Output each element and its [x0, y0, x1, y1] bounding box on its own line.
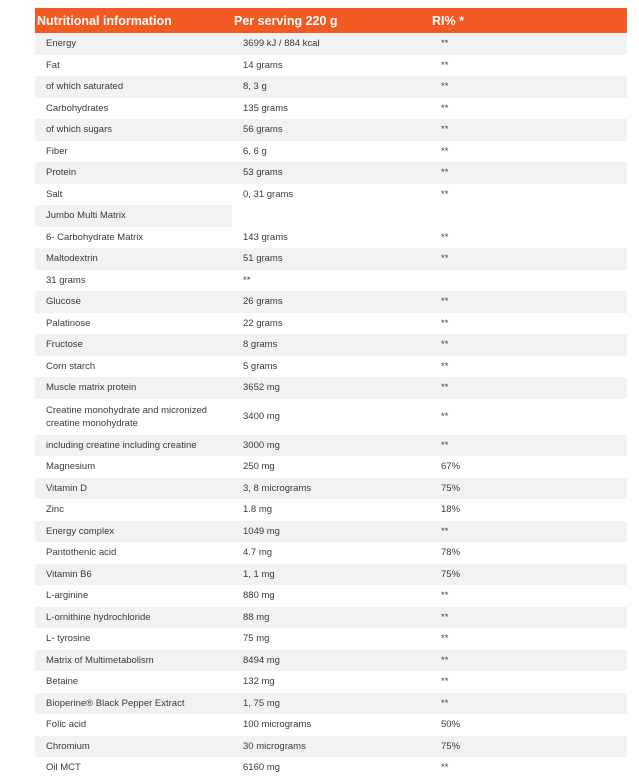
per-serving-cell: 880 mg	[232, 585, 430, 607]
ri-percent-cell: 75%	[430, 564, 627, 586]
per-serving-cell: 3652 mg	[232, 377, 430, 399]
ri-percent-cell: **	[430, 119, 627, 141]
table-row	[35, 585, 627, 607]
table-row	[35, 607, 627, 629]
table-row	[35, 399, 627, 435]
ri-percent-cell: **	[430, 334, 627, 356]
table-row	[35, 227, 627, 249]
ri-percent-cell: **	[430, 650, 627, 672]
nutrient-name-cell: Bioperine® Black Pepper Extract	[35, 693, 232, 715]
table-row	[35, 456, 627, 478]
per-serving-cell: 5 grams	[232, 356, 430, 378]
nutrient-name-cell: Fat	[35, 55, 232, 77]
table-row	[35, 334, 627, 356]
per-serving-cell: 6160 mg	[232, 757, 430, 779]
table-row	[35, 435, 627, 457]
table-row	[35, 291, 627, 313]
table-header	[35, 8, 627, 33]
per-serving-cell: 0, 31 grams	[232, 184, 430, 206]
per-serving-cell: 56 grams	[232, 119, 430, 141]
per-serving-cell: 14 grams	[232, 55, 430, 77]
per-serving-cell	[232, 205, 430, 227]
table-row	[35, 270, 627, 292]
table-row	[35, 33, 627, 55]
nutrient-name-cell: L- tyrosine	[35, 628, 232, 650]
nutrient-name-cell: Carbohydrates	[35, 98, 232, 120]
table-row	[35, 564, 627, 586]
table-row	[35, 499, 627, 521]
nutrient-name-cell: Betaine	[35, 671, 232, 693]
per-serving-cell: 26 grams	[232, 291, 430, 313]
table-row	[35, 377, 627, 399]
table-row	[35, 313, 627, 335]
per-serving-cell: 3400 mg	[232, 399, 430, 435]
per-serving-cell: 3699 kJ / 884 kcal	[232, 33, 430, 55]
nutrient-name-cell: Energy	[35, 33, 232, 55]
table-row	[35, 714, 627, 736]
table-row	[35, 521, 627, 543]
ri-percent-cell: **	[430, 585, 627, 607]
ri-percent-cell: 67%	[430, 456, 627, 478]
per-serving-cell: 132 mg	[232, 671, 430, 693]
per-serving-cell: 30 micrograms	[232, 736, 430, 758]
nutrient-name-cell: Jumbo Multi Matrix	[35, 205, 232, 227]
nutrient-name-cell: 31 grams	[35, 270, 232, 292]
ri-percent-cell: **	[430, 377, 627, 399]
per-serving-cell: 8, 3 g	[232, 76, 430, 98]
ri-percent-cell: **	[430, 435, 627, 457]
per-serving-cell: 4.7 mg	[232, 542, 430, 564]
per-serving-cell: 88 mg	[232, 607, 430, 629]
nutrient-name-cell: Energy complex	[35, 521, 232, 543]
per-serving-cell: 1, 1 mg	[232, 564, 430, 586]
ri-percent-cell: **	[430, 628, 627, 650]
ri-percent-cell	[430, 205, 627, 227]
per-serving-cell: 8 grams	[232, 334, 430, 356]
table-row	[35, 162, 627, 184]
table-row	[35, 757, 627, 779]
nutrient-name-cell: Zinc	[35, 499, 232, 521]
nutrient-name-cell: of which saturated	[35, 76, 232, 98]
per-serving-cell: 53 grams	[232, 162, 430, 184]
per-serving-cell: 100 micrograms	[232, 714, 430, 736]
per-serving-cell: 1.8 mg	[232, 499, 430, 521]
nutrient-name-cell: Magnesium	[35, 456, 232, 478]
nutrient-name-cell: Fiber	[35, 141, 232, 163]
per-serving-cell: **	[232, 270, 430, 292]
per-serving-cell: 135 grams	[232, 98, 430, 120]
ri-percent-cell: **	[430, 248, 627, 270]
ri-percent-cell: **	[430, 521, 627, 543]
per-serving-cell: 6, 6 g	[232, 141, 430, 163]
nutrient-name-cell: of which sugars	[35, 119, 232, 141]
ri-percent-cell: **	[430, 141, 627, 163]
ri-percent-cell: **	[430, 356, 627, 378]
table-row	[35, 248, 627, 270]
ri-percent-cell: **	[430, 757, 627, 779]
nutrient-name-cell: Matrix of Multimetabolism	[35, 650, 232, 672]
ri-percent-cell: **	[430, 607, 627, 629]
table-row	[35, 119, 627, 141]
ri-percent-cell: 75%	[430, 478, 627, 500]
per-serving-cell: 143 grams	[232, 227, 430, 249]
table-row	[35, 184, 627, 206]
nutrient-name-cell: Palatinose	[35, 313, 232, 335]
ri-percent-cell: 75%	[430, 736, 627, 758]
ri-percent-cell: **	[430, 399, 627, 435]
ri-percent-cell: 78%	[430, 542, 627, 564]
per-serving-cell: 250 mg	[232, 456, 430, 478]
table-row	[35, 478, 627, 500]
nutrient-name-cell: Fructose	[35, 334, 232, 356]
ri-percent-cell: **	[430, 671, 627, 693]
header-row	[35, 8, 627, 33]
per-serving-cell: 3, 8 micrograms	[232, 478, 430, 500]
per-serving-cell: 1049 mg	[232, 521, 430, 543]
table-row	[35, 693, 627, 715]
ri-percent-cell: **	[430, 291, 627, 313]
nutrient-name-cell: Protein	[35, 162, 232, 184]
nutrient-name-cell: Corn starch	[35, 356, 232, 378]
nutrient-name-cell: Chromium	[35, 736, 232, 758]
table-row	[35, 205, 627, 227]
nutrient-name-cell: L-arginine	[35, 585, 232, 607]
ri-percent-cell: **	[430, 98, 627, 120]
nutrient-name-cell: Maltodextrin	[35, 248, 232, 270]
ri-percent-cell	[430, 270, 627, 292]
ri-percent-cell: **	[430, 162, 627, 184]
table-row	[35, 98, 627, 120]
nutrient-name-cell: including creatine including creatine	[35, 435, 232, 457]
ri-percent-cell: **	[430, 55, 627, 77]
table-body	[35, 33, 627, 779]
nutrient-name-cell: 6- Carbohydrate Matrix	[35, 227, 232, 249]
table-row	[35, 141, 627, 163]
ri-percent-cell: **	[430, 227, 627, 249]
per-serving-cell: 1, 75 mg	[232, 693, 430, 715]
table-row	[35, 628, 627, 650]
nutrition-table-container	[35, 8, 627, 779]
per-serving-cell: 8494 mg	[232, 650, 430, 672]
nutrient-name-cell: Vitamin D	[35, 478, 232, 500]
table-row	[35, 736, 627, 758]
ri-percent-cell: **	[430, 76, 627, 98]
ri-percent-cell: 18%	[430, 499, 627, 521]
nutrient-name-cell: Vitamin B6	[35, 564, 232, 586]
ri-percent-cell: **	[430, 313, 627, 335]
table-row	[35, 542, 627, 564]
nutrition-table	[35, 8, 627, 779]
nutrient-name-cell: Glucose	[35, 291, 232, 313]
per-serving-cell: 51 grams	[232, 248, 430, 270]
nutrient-name-cell: L-ornithine hydrochloride	[35, 607, 232, 629]
ri-percent-cell: **	[430, 33, 627, 55]
per-serving-cell: 3000 mg	[232, 435, 430, 457]
nutrient-name-cell: Salt	[35, 184, 232, 206]
table-row	[35, 650, 627, 672]
header-per-serving: Per serving 220 g	[232, 8, 430, 33]
header-nutritional-information: Nutritional information	[35, 8, 232, 33]
table-row	[35, 55, 627, 77]
per-serving-cell: 75 mg	[232, 628, 430, 650]
header-ri-percent: RI% *	[430, 8, 627, 33]
ri-percent-cell: **	[430, 693, 627, 715]
nutrient-name-cell: Pantothenic acid	[35, 542, 232, 564]
table-row	[35, 356, 627, 378]
nutrient-name-cell: Folic acid	[35, 714, 232, 736]
ri-percent-cell: **	[430, 184, 627, 206]
table-row	[35, 671, 627, 693]
nutrient-name-cell: Muscle matrix protein	[35, 377, 232, 399]
nutrient-name-cell: Oil MCT	[35, 757, 232, 779]
ri-percent-cell: 50%	[430, 714, 627, 736]
nutrient-name-cell: Creatine monohydrate and micronized creatine monohydrate	[35, 399, 232, 435]
table-row	[35, 76, 627, 98]
per-serving-cell: 22 grams	[232, 313, 430, 335]
